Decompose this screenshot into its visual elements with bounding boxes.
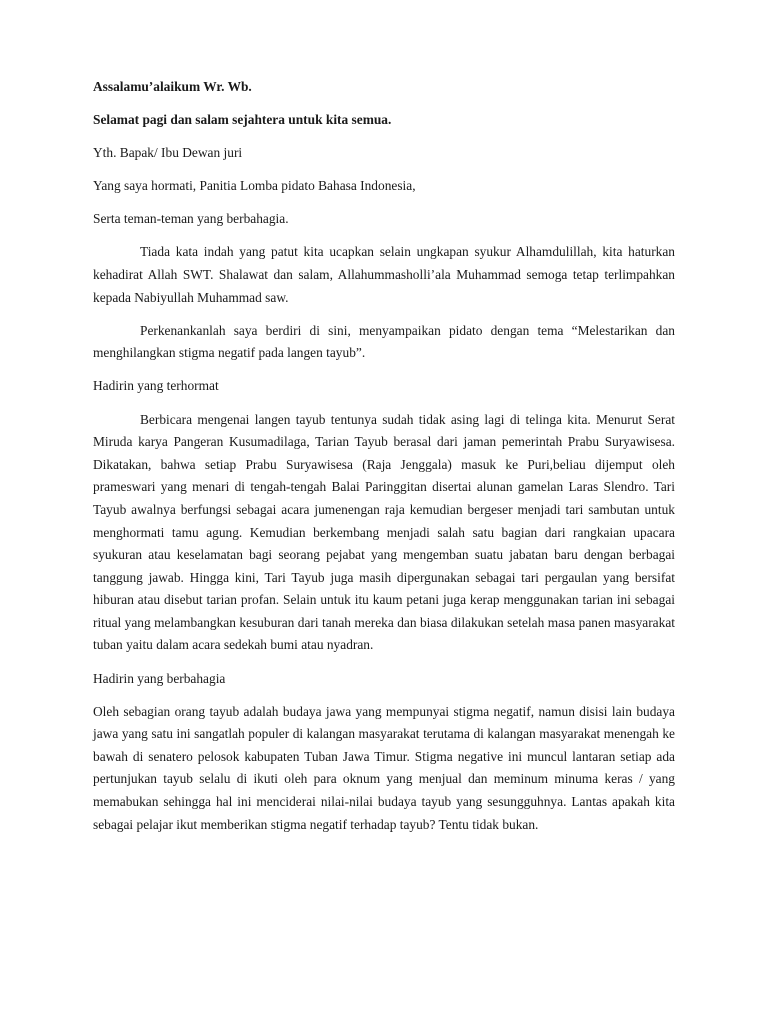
address-committee: Yang saya hormati, Panitia Lomba pidato Bahasa Indonesia,: [93, 178, 416, 194]
address-friends: Serta teman-teman yang berbahagia.: [93, 211, 289, 227]
greeting-morning: Selamat pagi dan salam sejahtera untuk kita semua.: [93, 112, 392, 128]
section-heading-blessed: Hadirin yang berbahagia: [93, 670, 226, 686]
greeting-salam: Assalamu’alaikum Wr. Wb.: [93, 79, 252, 94]
paragraph-stigma: Oleh sebagian orang tayub adalah budaya jawa yang mempunyai stigma negatif, namun disisi lain budaya jawa yang satu ini sangatlah populer di kalangan masyarakat terutama di kalangan masyarakat menengah ke bawah di senatero pelosok kabupaten Tuban Jawa Timur. Stigma negative ini muncul lantaran setiap ada pertunjukan tayub selalu di ikuti oleh para oknum yang menjual dan meminum minuma keras / yang memabukan sehingga hal ini menciderai nilai-nilai budaya tayub yang sesungguhnya. Lantas apakah kita sebagai pelajar ikut memberikan stigma negatif terhadap tayub? Tentu tidak bukan.: [93, 703, 675, 832]
paragraph-opening: Tiada kata indah yang patut kita ucapkan selain ungkapan syukur Alhamdulillah, kita haturkan kehadirat Allah SWT. Shalawat dan salam, Allahummasholli’ala Muhammad semoga tetap terlimpahkan kepada Nabiyullah Muhammad saw.: [93, 244, 675, 305]
paragraph-theme: Perkenankanlah saya berdiri di sini, menyampaikan pidato dengan tema “Melestarikan dan menghilangkan stigma negatif pada langen tayub”.: [93, 322, 675, 361]
speech-text: [93, 76, 675, 847]
section-heading-respected: Hadirin yang terhormat: [93, 378, 219, 394]
address-jury: Yth. Bapak/ Ibu Dewan juri: [93, 145, 243, 161]
paragraph-history: Berbicara mengenai langen tayub tentunya sudah tidak asing lagi di telinga kita. Menurut Serat Miruda karya Pangeran Kusumadilaga, Tarian Tayub berasal dari jaman pemerintah Prabu Suryawisesa. Dikatakan, bahwa setiap Prabu Suryawisesa (Raja Jenggala) masuk ke Puri,beliau dijemput oleh prameswari yang menari di tengah-tengah Balai Paringgitan disertai alunan gamelan Laras Slendro. Tari Tayub awalnya berfungsi sebagai acara jumenengan raja kemudian bergeser menjadi tari sambutan untuk menghormati tamu agung. Kemudian berkembang menjadi salah satu bagian dari rangkaian upacara syukuran atau keselamatan bagi seorang pejabat yang mengemban suatu jabatan baru dengan berbagai tanggung jawab. Hingga kini, Tari Tayub juga masih dipergunakan sebagai tari pergaulan yang bersifat hiburan atau disebut tarian profan. Selain untuk itu kaum petani juga kerap menggunakan tarian ini sebagai ritual yang melambangkan kesuburan dari tanah mereka dan biasa dilakukan setelah masa panen masyarakat tuban yaitu dalam acara sedekah bumi atau nyadran.: [93, 411, 675, 653]
